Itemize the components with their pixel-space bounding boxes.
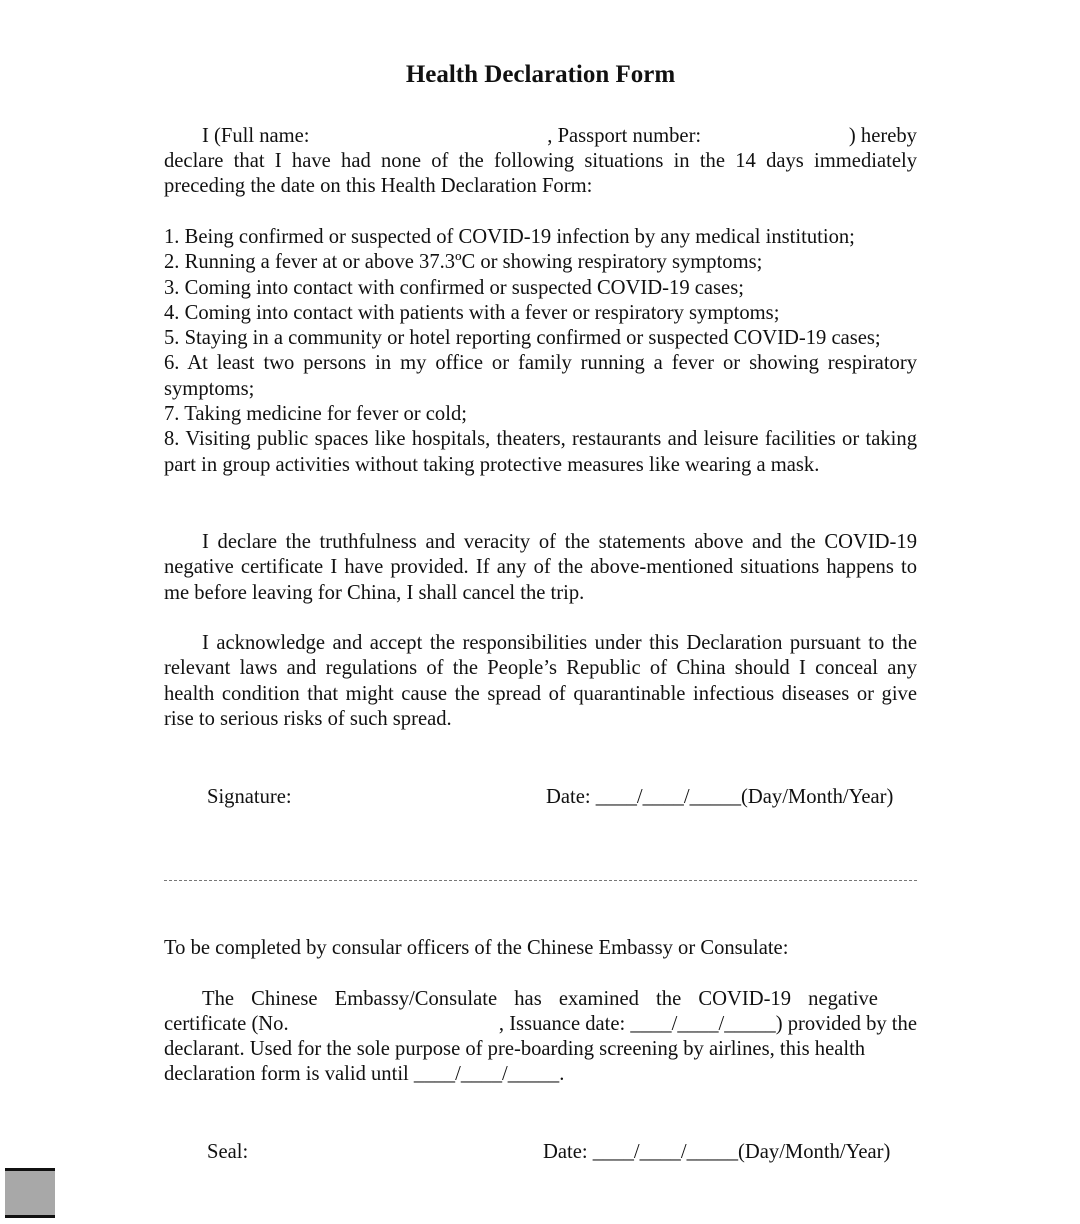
list-item: 8. Visiting public spaces like hospitals, theaters, restaurants and leisure facilities or taking part in group activities without taking protective measures like wearing a mask. bbox=[164, 428, 917, 476]
list-item: 5. Staying in a community or hotel reporting confirmed or suspected COVID-19 cases; bbox=[164, 327, 881, 350]
declaration-first-line bbox=[164, 124, 917, 149]
certificate-number-field[interactable] bbox=[335, 1012, 452, 1037]
consular-line-3 bbox=[164, 1037, 917, 1062]
situation-list bbox=[164, 225, 917, 478]
seal-label: Seal: bbox=[207, 1141, 249, 1163]
page-corner-thumbnail[interactable] bbox=[5, 1168, 55, 1218]
consular-heading: To be completed by consular officers of the Chinese Embassy or Consulate: bbox=[164, 937, 789, 959]
list-item: 3. Coming into contact with confirmed or suspected COVID-19 cases; bbox=[164, 276, 744, 299]
consular-line-1 bbox=[164, 987, 917, 1012]
form-title: Health Declaration Form bbox=[405, 61, 676, 88]
issuance-date-text: , Issuance date: ____/____/_____) provided by the bbox=[498, 1013, 917, 1035]
list-item: 4. Coming into contact with patients with a fever or respiratory symptoms; bbox=[164, 301, 780, 324]
consular-purpose-text: declarant. Used for the sole purpose of pre-boarding screening by airlines, this health bbox=[164, 1038, 866, 1060]
full-name-label: I (Full name: bbox=[202, 125, 310, 147]
signature-label: Signature: bbox=[207, 786, 292, 808]
passport-number-field[interactable] bbox=[717, 124, 833, 149]
certificate-number-label: certificate (No. bbox=[164, 1013, 289, 1035]
declaration-intro: declare that I have had none of the following situations in the 14 days immediately preceding the date on this Health Declaration Form: bbox=[164, 150, 917, 198]
validity-text: declaration form is valid until ____/____/_____. bbox=[164, 1063, 565, 1085]
passport-number-label: , Passport number: bbox=[547, 125, 702, 147]
list-item: 6. At least two persons in my office or family running a fever or showing respiratory symptoms; bbox=[164, 352, 917, 400]
truth-statement: I declare the truthfulness and veracity of the statements above and the COVID-19 negative certificate I have provided. If any of the above-mentioned situations happens to me before leaving for China, I shall cancel the trip. bbox=[164, 531, 917, 604]
consular-statement-start: The Chinese Embassy/Consulate has examined the COVID-19 negative bbox=[202, 988, 878, 1010]
list-item: 2. Running a fever at or above 37.3ºC or showing respiratory symptoms; bbox=[164, 251, 763, 274]
full-name-field[interactable] bbox=[325, 124, 531, 149]
cut-line-divider bbox=[164, 880, 917, 881]
seal-date-field[interactable]: Date: ____/____/_____(Day/Month/Year) bbox=[543, 1141, 891, 1163]
signature-date-field[interactable]: Date: ____/____/_____(Day/Month/Year) bbox=[546, 786, 894, 808]
list-item: 7. Taking medicine for fever or cold; bbox=[164, 403, 467, 426]
consular-line-2 bbox=[164, 1012, 917, 1037]
hereby-text: ) hereby bbox=[848, 125, 917, 147]
list-item: 1. Being confirmed or suspected of COVID-19 infection by any medical institution; bbox=[164, 226, 855, 248]
responsibility-statement: I acknowledge and accept the responsibilities under this Declaration pursuant to the relevant laws and regulations of the People’s Republic of China should I conceal any health condition that might cause the spread of quarantinable infectious diseases or give rise to serious risks of such spread. bbox=[164, 632, 917, 730]
consular-line-4 bbox=[164, 1062, 917, 1087]
